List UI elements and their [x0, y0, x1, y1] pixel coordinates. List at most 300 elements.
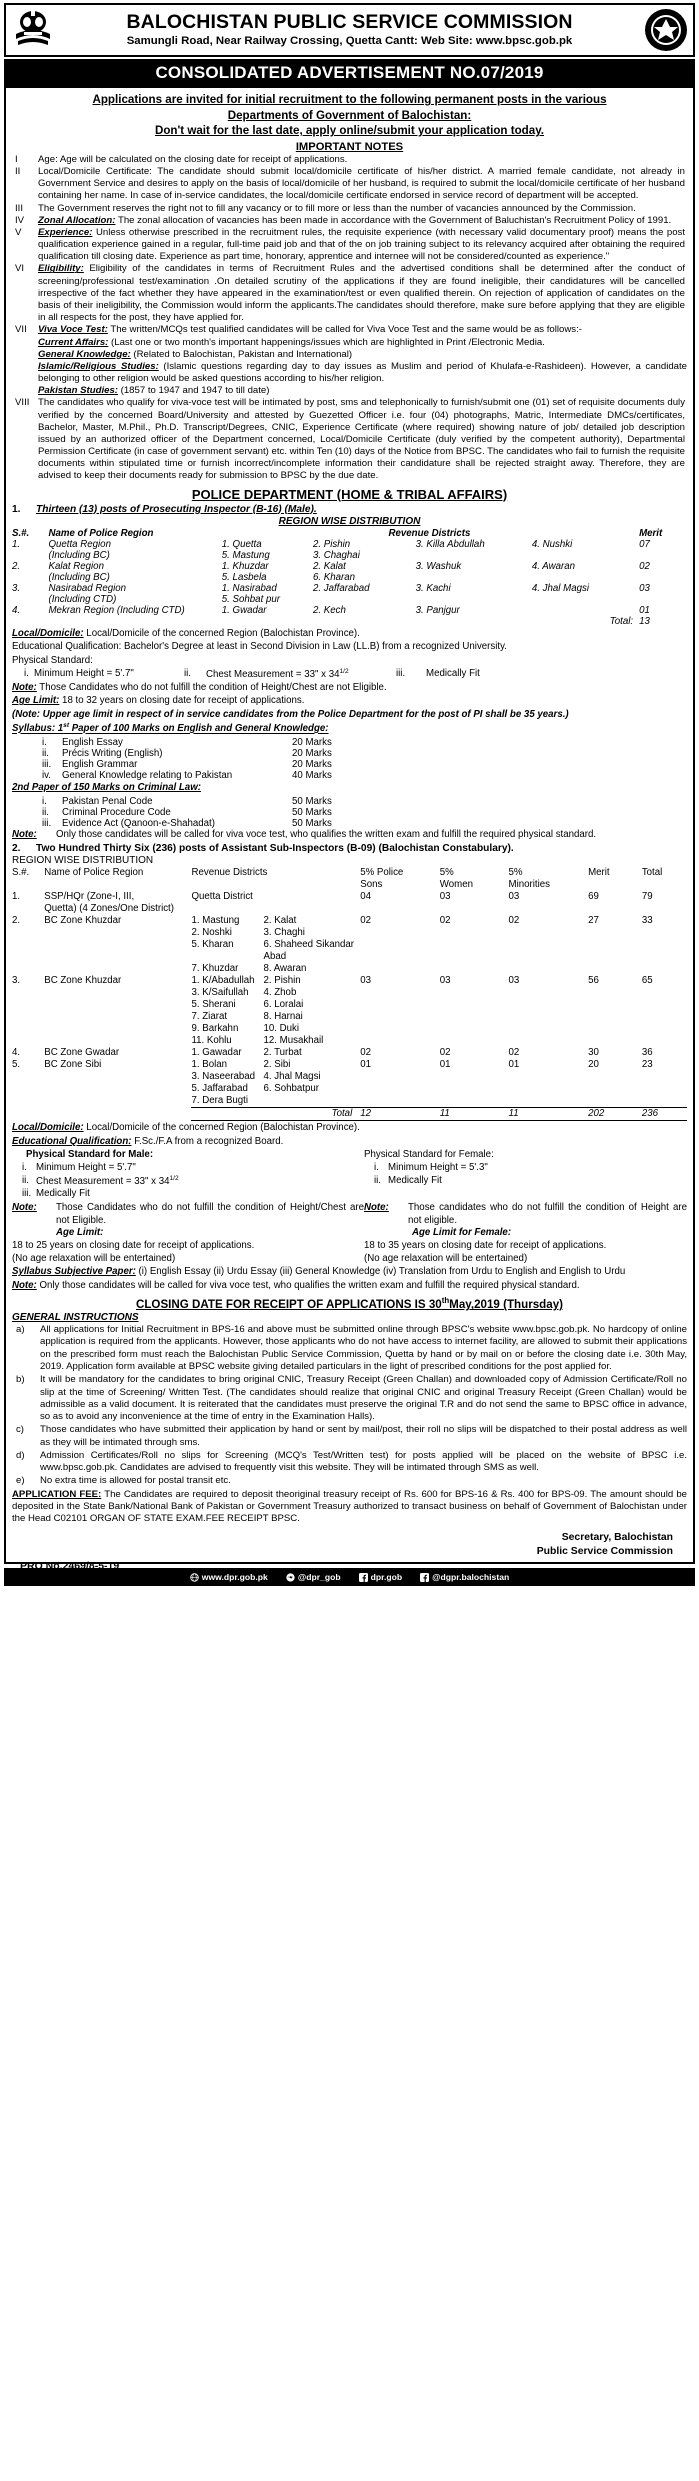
district-pair: [191, 1071, 358, 1083]
blank-p3: [509, 903, 589, 915]
body: Chest Measurement = 33" x 34: [36, 1175, 170, 1187]
lead-line-3: Don't wait for the last date, apply online/submit your application today.: [154, 124, 545, 138]
viva-label: General Knowledge:: [38, 348, 131, 360]
row-e4: [532, 594, 639, 605]
phys-i-text: Minimum Height = 5'.7": [34, 668, 134, 680]
row-sn-blank: [12, 594, 48, 605]
local-domicile-label: Local/Domicile:: [12, 1122, 84, 1134]
row-d2: 2. Pishin: [312, 538, 351, 550]
note-female-col: [364, 1202, 687, 1227]
post-1-syllabus-1-heading: [12, 722, 687, 736]
text: Medically Fit: [388, 1174, 442, 1186]
district-b: 8. Awaran: [263, 962, 307, 974]
note-text: Those Candidates who do not fulfill the condition of Height/Chest are not Eligible.: [56, 1202, 364, 1226]
district-b: 4. Jhal Magsi: [263, 1071, 321, 1083]
row-merit: 03: [639, 582, 650, 594]
important-notes-heading: IMPORTANT NOTES: [295, 140, 404, 153]
age-male-col: [12, 1227, 364, 1265]
age-female-line1: 18 to 35 years on closing date for receipt of applications.: [364, 1239, 607, 1251]
note-text: Age: Age will be calculated on the closing date for receipt of applications.: [38, 153, 348, 165]
syl-num: iii.: [42, 759, 52, 771]
phys-female-heading: Physical Standard for Female:: [364, 1149, 494, 1161]
district-b: 12. Musakhail: [263, 1034, 324, 1046]
note-label: Viva Voce Test:: [38, 324, 108, 336]
col-region: Name of Police Region: [44, 866, 144, 878]
closing-pre: CLOSING DATE FOR RECEIPT OF APPLICATIONS IS 30: [135, 1298, 442, 1312]
row-merit: 01: [639, 604, 650, 616]
row-e2: 6. Kharan: [312, 571, 355, 583]
district-a: 1. Bolan: [191, 1059, 228, 1071]
text: Medically Fit: [36, 1188, 90, 1200]
note-label: Note:: [12, 1202, 37, 1214]
table-row: [12, 1059, 687, 1108]
row-sn: 1.: [12, 538, 21, 550]
viva-label: Pakistan Studies:: [38, 385, 118, 397]
note-item: [12, 397, 687, 482]
note-item: [12, 215, 687, 227]
syl-marks: 20 Marks: [292, 737, 332, 749]
district-b: 4. Zhob: [263, 986, 297, 998]
post-1-age-limit: [12, 695, 687, 708]
text: Minimum Height = 5'.7": [36, 1162, 136, 1173]
age-male-line1: 18 to 25 years on closing date for receipt of applications.: [12, 1239, 255, 1251]
row-districts: [191, 891, 360, 903]
syl-text: Précis Writing (English): [62, 748, 163, 760]
row-merit-blank: [639, 550, 687, 561]
row-e3: [416, 572, 532, 583]
syllabus-text: (i) English Essay (ii) Urdu Essay (iii) General Knowledge (iv) Translation from Urdu to English and English to Urdu: [135, 1266, 626, 1278]
syllabus-item: [12, 807, 687, 818]
num: i.: [22, 1162, 27, 1173]
blank-d: [191, 903, 360, 915]
post-2-title-row: [12, 843, 687, 854]
col-districts: Revenue Districts: [191, 866, 268, 878]
row-d2: 2. Jaffarabad: [312, 582, 370, 594]
blank-me: [588, 903, 642, 915]
note-number: IV: [15, 214, 25, 226]
note-number: VIII: [15, 397, 30, 409]
physical-male-col: [12, 1149, 364, 1201]
syl-text: General Knowledge relating to Pakistan: [62, 770, 233, 782]
row-total: 79: [641, 890, 653, 902]
district-a: 7. Khuzdar: [191, 962, 239, 974]
footer-facebook-label: dpr.gob: [370, 1572, 403, 1583]
col-women: [440, 867, 509, 891]
advertisement-banner: CONSOLIDATED ADVERTISEMENT NO.07/2019: [4, 59, 695, 88]
instruction-letter: a): [16, 1324, 25, 1336]
total-p1: 12: [360, 1108, 440, 1121]
note-body: Unless otherwise prescribed in the recruitment rules, the requisite experience (with necessary valid documentary proof) means the post qualification experience gained in a regular, full-time paid job and that of the on job training subject to its relevancy acquired after obtaining the required qualification till closing date. Experience as part time, honorary, apprentice and internee will not be considered/counted as experience.": [38, 226, 685, 263]
phys-female-ii: [364, 1175, 687, 1188]
region-wise-heading-2: REGION WISE DISTRIBUTION: [12, 854, 154, 866]
district-a: 3. K/Saifullah: [191, 986, 249, 998]
tot-blank2: [48, 616, 221, 627]
age-female-heading: Age Limit for Female:: [412, 1227, 512, 1239]
district-pair: [191, 1047, 358, 1059]
row-total: 36: [641, 1046, 653, 1058]
col-police-sons-l2: Sons: [360, 878, 383, 890]
row-d1: 1. Quetta: [221, 538, 262, 550]
district-a: 7. Dera Bugti: [191, 1095, 249, 1107]
physical-female-col: [364, 1149, 687, 1201]
district-a: 11. Kohlu: [191, 1034, 232, 1046]
phys-ii-sup: 1/2: [339, 668, 349, 676]
app-fee-label: APPLICATION FEE:: [12, 1488, 102, 1500]
row-p1: 01: [360, 1059, 372, 1071]
row-e1: 5. Mastung: [221, 549, 270, 561]
district-b: 2. Kalat: [263, 914, 297, 926]
note-label: Eligibility:: [38, 263, 84, 275]
row-d3: 3. Panjgur: [415, 604, 460, 616]
row-region: Quetta Region: [48, 538, 111, 550]
row-d1: 1. Nasirabad: [221, 582, 277, 594]
age-male-line2: (No age relaxation will be entertained): [12, 1252, 176, 1264]
viva-text: (Islamic questions regarding day to day issues as Muslim and period of Khulafa-e-Rashideen). However, a candidate belonging to other religion would be asked questions according to his/her religion.: [38, 360, 687, 385]
closing-date-line: [12, 1296, 687, 1311]
row-region: BC Zone Gwadar: [44, 1046, 120, 1058]
note-body: The written/MCQs test qualified candidates will be called for Viva Voce Test and the same would be as follows:-: [107, 324, 582, 336]
viva-subitem: [38, 349, 687, 361]
row-total: 23: [641, 1059, 653, 1071]
row-e2: 3. Chaghai: [312, 549, 360, 561]
physical-standard-two-col: [12, 1149, 687, 1201]
note-text: The candidates who qualify for viva-voce test will be intimated by post, sms and telephonically to furnish/submit one (01) set of requisite documents duly verified by the concerned Board/University and attested by Guezetted Officer i.e. four (04) photographs, Matric, Intermediate DMCs/certificates, Bachelor, Master, M.Phil., Ph.D. Transcript/Degrees, CNIC, Experience Certificate (where required) showing nature of job/ detailed job description issued by an authorized officer of the Department concerned, Local/Domicile Certificate (duly verified by the competent authority), Departmental Permission Certificate (in case of government servant) etc. within Ten (10) days of the Notice from BPSC. The candidates who fail to furnish the requisite documents within stipulated time or furnish incorrect/incomplete information their candidature shall be rejected straight away. Therefore, they are advised to keep their documents ready for submission to BPSC by the due date.: [38, 397, 685, 482]
district-pair: [191, 939, 358, 963]
num: i.: [374, 1162, 379, 1173]
lead-block: [12, 92, 687, 139]
note-number: I: [15, 153, 18, 165]
table-header-row: [12, 528, 687, 539]
note-item: [12, 263, 687, 324]
row-merit: 02: [639, 560, 650, 572]
instruction-item: [12, 1475, 687, 1487]
post-1-education: Educational Qualification: Bachelor's Degree at least in Second Division in Law (LL.B) from a recognized University.: [12, 641, 507, 653]
local-domicile-label: Local/Domicile:: [12, 627, 84, 639]
col-minorities: [509, 867, 589, 891]
col-police-sons: [360, 867, 440, 891]
col-minorities-l1: 5%: [508, 866, 523, 878]
num: ii.: [22, 1174, 29, 1186]
app-fee-text: The Candidates are required to deposit theoriginal treasury receipt of Rs. 600 for BPS-16 & Rs. 400 for BPS-09. The amount should be deposited in the State Bank/National Bank of Pakistan or Government Treasury authorized to transact business on behalf of Government of Balochistan under the Head C02101 ORGAN OF STATE EXAM.FEE RECEIPT BPSC.: [12, 1488, 687, 1525]
blank-p2: [440, 903, 509, 915]
table-row: [12, 605, 687, 616]
row-merit: 20: [588, 1059, 599, 1071]
blank-sn: [12, 903, 44, 915]
post-2-education: [12, 1136, 687, 1149]
row-sn: 1.: [12, 890, 21, 902]
note-male: [12, 1202, 364, 1227]
col-minorities-l2: Minorities: [508, 878, 550, 890]
note-label: Experience:: [38, 226, 93, 238]
viva-text: (1857 to 1947 and 1947 to till date): [117, 385, 270, 397]
district-b: 10. Duki: [263, 1022, 300, 1034]
total-p2: 11: [440, 1108, 509, 1121]
syllabus-item: [12, 737, 687, 748]
row-p3: 02: [508, 914, 520, 926]
row-e2: [313, 594, 416, 605]
balochistan-government-emblem-icon: [643, 7, 689, 53]
syllabus-item: [12, 770, 687, 781]
district-pair: [191, 999, 358, 1011]
district-a: 1. Gawadar: [191, 1046, 242, 1058]
phys-male-iii: [12, 1188, 364, 1201]
district-b: 6. Loralai: [263, 998, 304, 1010]
age-label: Age Limit:: [12, 695, 60, 707]
viva-label: Islamic/Religious Studies:: [38, 360, 159, 372]
district-pair: [191, 963, 358, 975]
row-d1: 1. Khuzdar: [221, 560, 269, 572]
tot-blank1: [12, 616, 48, 627]
syl-num: ii.: [42, 806, 49, 818]
signature-block: [12, 1531, 673, 1558]
syl-num: iv.: [42, 770, 51, 782]
note-label: Note:: [364, 1202, 389, 1214]
note-body: Eligibility of the candidates in terms of Recruitment Rules and the advertised conditions shall be determined after the conduct of screening/professional test/examination .On detailed scrutiny of the applications if they are found ineligible, their candidatures will be cancelled irrespective of the fact whether they have appeared in the examination/test or even qualified therein. On rejection of application of candidates on the basis of their ineligibility, the Commission would inform the applicants.The candidates should therefore, make sure before applying that they are eligible in all respects for the post, they have applied for.: [38, 263, 685, 324]
note-text: Those candidates who do not fulfill the condition of Height are not eligible.: [408, 1202, 687, 1226]
table-row: [12, 975, 687, 1047]
total-value: 13: [639, 615, 650, 627]
phys-male-ii: [12, 1175, 364, 1189]
viva-subitem: [38, 337, 687, 349]
row-p3: 03: [508, 974, 520, 986]
row-merit: 30: [588, 1046, 599, 1058]
footer-facebook[interactable]: [359, 1572, 403, 1582]
district-b: 3. Chaghi: [263, 926, 305, 938]
row-sn: 4.: [12, 1046, 21, 1058]
phys-male-i: [12, 1162, 364, 1175]
footer-website-label: www.dpr.gob.pk: [201, 1572, 268, 1583]
phys-i-num: i.: [24, 668, 29, 680]
post-2-local-domicile: [12, 1122, 687, 1135]
row-d4: [532, 605, 639, 616]
post-1-note: [12, 682, 687, 695]
note-text: [38, 227, 687, 264]
note-number: VI: [15, 263, 25, 275]
row-sn: 5.: [12, 1059, 21, 1071]
phys-iii-text: Medically Fit: [426, 668, 480, 680]
row-p3: 02: [508, 1046, 520, 1058]
phys-ii-text: [206, 668, 396, 680]
row-d3: 3. Killa Abdullah: [415, 538, 485, 550]
note-number: V: [15, 226, 22, 238]
note-text: Only those candidates will be called for viva voce test, who qualifies the written exam and fulfill the required physical standard.: [56, 828, 597, 840]
table-row-cont: [12, 572, 687, 583]
row-p1: 02: [360, 914, 372, 926]
col-region: Name of Police Region: [48, 527, 154, 539]
syl-marks: 20 Marks: [292, 759, 332, 771]
district-b: 6. Sohbatpur: [263, 1083, 319, 1095]
signature-line-2: Public Service Commission: [536, 1545, 673, 1557]
instruction-item: [12, 1424, 687, 1449]
district-pair: [191, 1083, 358, 1095]
row-merit: 56: [588, 974, 599, 986]
bpsc-crest-logo-icon: [10, 7, 56, 53]
num: iii.: [22, 1188, 32, 1200]
row-d2: 2. Kalat: [312, 560, 346, 572]
syl-text: Criminal Procedure Code: [62, 806, 171, 818]
post-1-local-domicile: [12, 628, 687, 641]
lead-line-2: Departments of Government of Balochistan:: [227, 108, 472, 122]
table-row: [12, 891, 687, 903]
footer-website[interactable]: [190, 1572, 268, 1582]
row-districts: [191, 1047, 360, 1059]
district-b: [263, 1095, 358, 1107]
advertisement-body: [4, 88, 695, 1573]
row-districts: [191, 915, 360, 975]
post-1-syllabus-2-heading: 2nd Paper of 150 Marks on Criminal Law:: [12, 782, 201, 794]
district-pair: [191, 975, 358, 987]
edu-text: F.Sc./F.A from a recognized Board.: [131, 1135, 284, 1147]
syl-marks: 40 Marks: [292, 770, 332, 782]
syl-text: Evidence Act (Qanoon-e-Shahadat): [62, 817, 215, 829]
num: ii.: [374, 1174, 381, 1186]
table-header-row: [12, 867, 687, 891]
note-label: Note:: [12, 828, 37, 840]
tot-blank5: [416, 616, 532, 627]
post-1-distribution-table: [12, 528, 687, 627]
application-fee: [12, 1489, 687, 1526]
syl-num: i.: [42, 737, 47, 749]
general-instructions-heading: GENERAL INSTRUCTIONS: [12, 1312, 139, 1324]
facebook-page-icon: [420, 1573, 429, 1582]
post-2-distribution-table: [12, 867, 687, 1122]
note-female: [364, 1202, 687, 1227]
blank-p1: [360, 903, 440, 915]
note-text: Local/Domicile Certificate: The candidate should submit local/domicile certificate of his/her district. A married female candidate, not already in Government Service and desires to apply on the basis of local/domicile of her husband, is required to submit the local/domicile certificate of her husband containing her name. In case of in-service candidates, the local/domicile certificate endorsed in service record of department will be accepted.: [38, 166, 685, 202]
post-1-physical-standard-label: Physical Standard:: [12, 654, 93, 666]
row-p2: 01: [439, 1059, 451, 1071]
twitter-icon: [286, 1573, 295, 1582]
row-d3: 3. Washuk: [415, 560, 462, 572]
district-pair: [191, 987, 358, 999]
age-limit-two-col: [12, 1227, 687, 1265]
post-number: 2.: [12, 842, 21, 854]
header-titles: [56, 12, 643, 48]
total-total: 236: [642, 1108, 687, 1121]
district-a: 3. Naseerabad: [191, 1071, 256, 1083]
viva-text: (Last one or two month's important happenings/issues which are highlighted in Print /Electronic Media.: [108, 336, 545, 348]
col-women-l2: Women: [439, 878, 473, 890]
note-text: [38, 324, 687, 336]
post-2-syllabus: [12, 1266, 687, 1279]
district-a: 5. Sherani: [191, 998, 236, 1010]
syllabus-1-rest: Paper of 100 Marks on English and General Knowledge:: [69, 723, 329, 735]
row-sn: 4.: [12, 604, 21, 616]
col-police-sons-l1: 5% Police: [360, 866, 404, 878]
note-number: III: [15, 202, 23, 214]
viva-label: Current Affairs:: [38, 336, 109, 348]
district-a: 2. Noshki: [191, 926, 232, 938]
instruction-text: It will be mandatory for the candidates to bring original CNIC, Treasury Receipt (Green Challan) and downloaded copy of Admission Certificate/Roll no slip at the time of Screening/ Written Test. (The candidates should realize that original CNIC and original Treasury Receipt (Green Challan) would be admissible as a valid document. It is reiterated that the candidates must preserve the original T.R and do not send the same to BPSC office in advance, so as to avoid any inconvenience at the time of entry in the Examination Halls).: [40, 1374, 687, 1423]
sup: 1/2: [169, 1174, 179, 1182]
row-region-2: Quetta) (4 Zones/One District): [44, 902, 174, 914]
note-label: Zonal Allocation:: [38, 214, 116, 226]
district-pair: [191, 1059, 358, 1071]
row-d1: 1. Gwadar: [221, 604, 267, 616]
syllabus-1-label: Syllabus: 1: [12, 723, 64, 735]
syl-num: iii.: [42, 817, 52, 829]
district-pair: [191, 915, 358, 927]
col-merit: Merit: [588, 866, 610, 878]
table-total-row: [12, 616, 687, 627]
post-1-age-note: (Note: Upper age limit in respect of in service candidates from the Police Department for the post of PI shall be 35 years.): [12, 708, 569, 720]
district-b: 6. Shaheed Sikandar Abad: [263, 938, 354, 962]
row-e3: [416, 594, 532, 605]
footer-facebook-page[interactable]: [420, 1572, 509, 1582]
footer-twitter[interactable]: [286, 1572, 341, 1582]
row-sn: 3.: [12, 582, 21, 594]
note-item: [12, 324, 687, 336]
department-heading: POLICE DEPARTMENT (HOME & TRIBAL AFFAIRS): [191, 486, 508, 502]
notes-two-col: [12, 1202, 687, 1227]
district-a: 5. Jaffarabad: [191, 1083, 248, 1095]
district-b: [263, 891, 358, 903]
phys-iii-num: iii.: [396, 668, 406, 680]
district-a: 9. Barkahn: [191, 1022, 239, 1034]
org-address: Samungli Road, Near Railway Crossing, Quetta Cantt: Web Site: www.bpsc.gob.pk: [126, 35, 573, 48]
edu-label: Educational Qualification:: [12, 1135, 132, 1147]
row-region: BC Zone Khuzdar: [44, 914, 122, 926]
table-row-cont: [12, 903, 687, 915]
col-sn: S.#.: [12, 527, 30, 539]
row-region: BC Zone Khuzdar: [44, 974, 122, 986]
col-sn: S.#.: [12, 866, 30, 878]
phys-ii-body: Chest Measurement = 33" x 34: [206, 669, 340, 681]
row-p1: 03: [360, 974, 372, 986]
tot-blank4: [313, 616, 416, 627]
row-region: SSP/HQr (Zone-I, III,: [44, 890, 135, 902]
row-merit: 07: [639, 538, 650, 550]
district-b: 8. Harnai: [263, 1010, 303, 1022]
note-item: [12, 154, 687, 166]
instruction-text: Admission Certificates/Roll no slips for Screening (MCQ's Test/Written test) for posts applied will be placed on the website of BPSC i.e. www.bpsc.gob.pk. Candidates are advised to frequently visit this website. They will be intimated through SMS as well.: [40, 1449, 687, 1474]
district-b: 2. Sibi: [263, 1059, 291, 1071]
col-total: Total: [641, 866, 663, 878]
row-total: 33: [641, 914, 653, 926]
local-domicile-text: Local/Domicile of the concerned Region (Balochistan Province).: [83, 1122, 360, 1134]
syl-num: i.: [42, 795, 47, 807]
syllabus-item: [12, 759, 687, 770]
district-pair: [191, 891, 358, 903]
row-region-2: (Including BC): [48, 549, 110, 561]
table-row-cont: [12, 594, 687, 605]
row-sn: 3.: [12, 974, 21, 986]
row-d4: 4. Nushki: [531, 538, 573, 550]
age-male-heading: Age Limit:: [56, 1227, 104, 1239]
instruction-letter: c): [16, 1424, 24, 1436]
row-region: Kalat Region: [48, 560, 104, 572]
district-pair: [191, 1023, 358, 1035]
district-pair: [191, 1095, 358, 1107]
syllabus-label: Syllabus Subjective Paper:: [12, 1266, 136, 1278]
row-e1: 5. Lasbela: [221, 571, 267, 583]
district-a: 1. K/Abadullah: [191, 974, 255, 986]
syl-marks: 50 Marks: [292, 817, 332, 829]
text: [36, 1175, 364, 1189]
signature-line-1: Secretary, Balochistan: [561, 1532, 673, 1544]
row-e4: [532, 572, 639, 583]
blank-reg: [44, 1108, 191, 1121]
advertisement-page: [0, 3, 699, 1586]
document-header: [4, 3, 695, 57]
row-sn: 2.: [12, 914, 21, 926]
instruction-text: All applications for Initial Recruitment in BPS-16 and above must be submitted online through BPSC's website www.bpsc.gob.pk. No hardcopy of online application is required from the applicants. However, those applicants who do not have access to internet facility, are allowed to submit their applications on the prescribed form must reach the Balochistan Public Service Commission, Quetta by hand or by mail on or before the closing date i.e. 30th May, 2019. Application form available at BPSC website giving detailed particulars in the light of prescribed conditions for the post applied for.: [40, 1324, 687, 1372]
table-total-row: [12, 1108, 687, 1121]
instruction-letter: d): [16, 1449, 25, 1461]
post-2-note: [12, 1280, 687, 1293]
row-sn-blank: [12, 572, 48, 583]
row-merit-blank: [639, 572, 687, 583]
